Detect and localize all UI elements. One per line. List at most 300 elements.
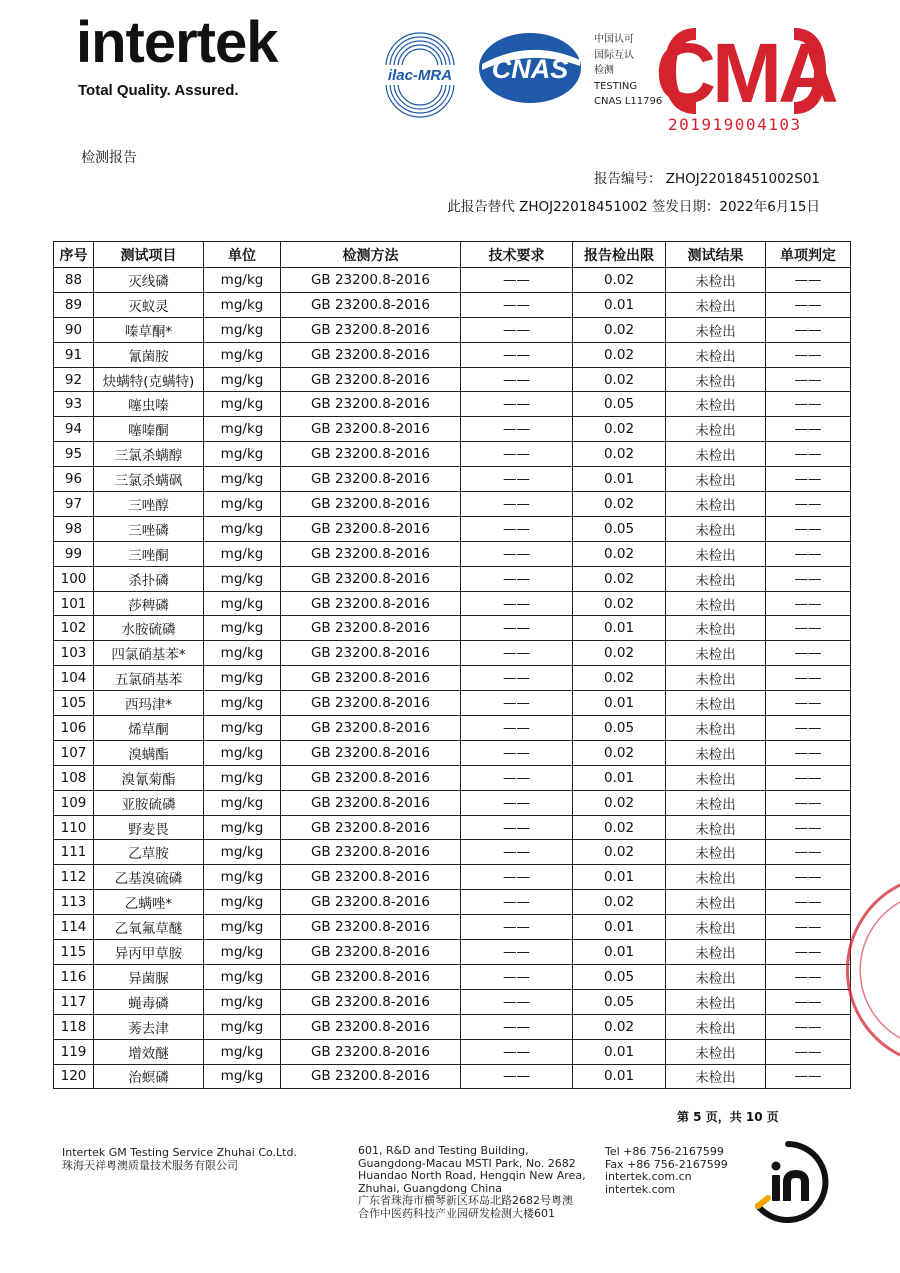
table-row [54,392,851,417]
table-cell: —— [766,367,851,392]
table-cell: GB 23200.8-2016 [281,467,461,492]
page-indicator: 第 5 页，共 10 页 [677,1110,779,1124]
table-cell: —— [461,765,573,790]
table-cell: —— [461,815,573,840]
column-header: 技术要求 [461,242,573,268]
table-cell: —— [461,840,573,865]
report-number: 报告编号： ZHOJ22018451002S01 [593,171,820,187]
table-cell: —— [461,964,573,989]
table-cell: 0.02 [573,815,666,840]
table-cell: —— [766,616,851,641]
table-cell: mg/kg [204,790,281,815]
table-cell: GB 23200.8-2016 [281,740,461,765]
table-cell: 91 [54,342,94,367]
table-cell: 0.02 [573,641,666,666]
table-cell: mg/kg [204,815,281,840]
table-cell: 未检出 [666,815,766,840]
table-cell: 三氯杀螨醇 [94,442,204,467]
table-cell: GB 23200.8-2016 [281,367,461,392]
table-cell: 烯草酮 [94,716,204,741]
table-row [54,467,851,492]
table-cell: 乙草胺 [94,840,204,865]
table-cell: —— [766,691,851,716]
table-cell: 106 [54,716,94,741]
table-cell: —— [766,317,851,342]
table-cell: 0.02 [573,666,666,691]
cnas-info-line: 国际互认 [594,49,634,61]
table-cell: —— [766,1014,851,1039]
table-cell: 101 [54,591,94,616]
table-cell: 0.05 [573,516,666,541]
table-cell: 未检出 [666,516,766,541]
table-row [54,641,851,666]
table-row [54,442,851,467]
table-cell: 未检出 [666,790,766,815]
table-cell: 莎稗磷 [94,591,204,616]
table-cell: 93 [54,392,94,417]
table-cell: GB 23200.8-2016 [281,940,461,965]
table-cell: 未检出 [666,666,766,691]
report-replacement-and-date: 此报告替代 ZHOJ22018451002 签发日期：2022年6月15日 [447,199,820,215]
table-cell: mg/kg [204,516,281,541]
address-line: Zhuhai, Guangdong China [358,1181,503,1195]
table-row [54,840,851,865]
table-cell: 噻嗪酮 [94,417,204,442]
cma-mark [655,26,835,120]
table-cell: mg/kg [204,467,281,492]
table-cell: mg/kg [204,890,281,915]
table-cell: 未检出 [666,641,766,666]
table-cell: —— [766,566,851,591]
table-row [54,890,851,915]
table-cell: —— [461,740,573,765]
table-cell: —— [461,342,573,367]
table-cell: 0.02 [573,492,666,517]
table-row [54,516,851,541]
table-cell: 0.02 [573,1014,666,1039]
table-cell: 氰菌胺 [94,342,204,367]
table-cell: 乙氧氟草醚 [94,915,204,940]
table-cell: 噻虫嗪 [94,392,204,417]
table-cell: 未检出 [666,268,766,293]
table-cell: 120 [54,1064,94,1089]
table-cell: mg/kg [204,442,281,467]
table-cell: GB 23200.8-2016 [281,666,461,691]
table-row [54,292,851,317]
table-cell: 未检出 [666,989,766,1014]
table-cell: mg/kg [204,1014,281,1039]
table-cell: 未检出 [666,566,766,591]
table-cell: 0.01 [573,915,666,940]
table-cell: 116 [54,964,94,989]
table-row [54,616,851,641]
table-cell: 109 [54,790,94,815]
table-cell: 五氯硝基苯 [94,666,204,691]
table-cell: GB 23200.8-2016 [281,317,461,342]
table-cell: —— [766,740,851,765]
contact-line: intertek.com [605,1182,676,1196]
table-cell: 0.02 [573,417,666,442]
table-cell: 100 [54,566,94,591]
column-header: 测试结果 [666,242,766,268]
table-cell: GB 23200.8-2016 [281,815,461,840]
table-row [54,691,851,716]
cnas-info-line: TESTING [594,80,638,92]
table-cell: —— [461,989,573,1014]
table-cell: GB 23200.8-2016 [281,964,461,989]
company-name-en: Intertek GM Testing Service Zhuhai Co.Ltd. [62,1146,297,1159]
table-cell: mg/kg [204,492,281,517]
table-cell: —— [766,467,851,492]
table-cell: GB 23200.8-2016 [281,840,461,865]
table-cell: 未检出 [666,392,766,417]
table-cell: 未检出 [666,1064,766,1089]
table-cell: mg/kg [204,591,281,616]
table-cell: 0.02 [573,342,666,367]
table-cell: 未检出 [666,367,766,392]
table-row [54,268,851,293]
table-cell: mg/kg [204,541,281,566]
cma-number: 201919004103 [668,115,802,134]
table-row [54,342,851,367]
table-cell: 未检出 [666,616,766,641]
table-cell: 未检出 [666,964,766,989]
table-cell: 未检出 [666,716,766,741]
table-row [54,367,851,392]
table-cell: 0.02 [573,790,666,815]
table-cell: mg/kg [204,616,281,641]
table-cell: GB 23200.8-2016 [281,392,461,417]
table-cell: 114 [54,915,94,940]
table-cell: 0.02 [573,591,666,616]
table-cell: GB 23200.8-2016 [281,268,461,293]
table-cell: 0.01 [573,940,666,965]
table-row [54,790,851,815]
table-row [54,865,851,890]
cnas-mark [476,30,584,106]
column-header: 序号 [54,242,94,268]
table-cell: mg/kg [204,1064,281,1089]
table-cell: —— [461,666,573,691]
table-cell: —— [461,591,573,616]
table-cell: 111 [54,840,94,865]
table-cell: —— [461,292,573,317]
table-cell: 0.05 [573,964,666,989]
table-cell: 113 [54,890,94,915]
table-row [54,541,851,566]
table-cell: 0.01 [573,467,666,492]
table-cell: 未检出 [666,591,766,616]
table-cell: 未检出 [666,915,766,940]
table-cell: 0.02 [573,541,666,566]
table-cell: 90 [54,317,94,342]
cnas-info-line: 中国认可 [594,34,634,45]
table-row [54,740,851,765]
table-row [54,964,851,989]
table-header-row [54,242,851,268]
contact-line: Fax +86 756-2167599 [605,1157,728,1171]
table-cell: —— [766,442,851,467]
table-cell: 异丙甲草胺 [94,940,204,965]
table-cell: 0.02 [573,740,666,765]
table-cell: 0.05 [573,716,666,741]
table-cell: —— [461,467,573,492]
table-cell: 莠去津 [94,1014,204,1039]
table-row [54,1064,851,1089]
table-cell: GB 23200.8-2016 [281,292,461,317]
table-cell: 未检出 [666,840,766,865]
table-cell: 112 [54,865,94,890]
table-cell: 0.01 [573,616,666,641]
table-cell: —— [461,442,573,467]
table-cell: —— [461,516,573,541]
table-cell: GB 23200.8-2016 [281,1064,461,1089]
table-cell: —— [766,1039,851,1064]
table-cell: 未检出 [666,1039,766,1064]
table-cell: 亚胺硫磷 [94,790,204,815]
column-header: 单位 [204,242,281,268]
table-cell: —— [461,392,573,417]
table-cell: GB 23200.8-2016 [281,716,461,741]
table-cell: 未检出 [666,342,766,367]
cnas-accreditation-text [594,32,662,110]
table-cell: mg/kg [204,317,281,342]
address-line: 合作中医药科技产业园研发检测大楼601 [358,1206,555,1220]
table-cell: —— [461,790,573,815]
table-cell: 0.01 [573,1064,666,1089]
table-cell: —— [766,915,851,940]
table-cell: GB 23200.8-2016 [281,566,461,591]
company-name-cn: 珠海天祥粤澳质量技术服务有限公司 [62,1158,238,1172]
table-cell: —— [461,566,573,591]
table-cell: 嗪草酮* [94,317,204,342]
table-cell: 0.01 [573,765,666,790]
table-cell: 水胺硫磷 [94,616,204,641]
table-cell: —— [461,616,573,641]
table-cell: 未检出 [666,1014,766,1039]
table-cell: —— [766,840,851,865]
table-cell: 三唑醇 [94,492,204,517]
seal-stamp-fragment-icon [870,880,900,1060]
column-header: 报告检出限 [573,242,666,268]
table-cell: 未检出 [666,765,766,790]
table-cell: mg/kg [204,940,281,965]
table-cell: 105 [54,691,94,716]
table-cell: —— [461,691,573,716]
table-cell: 溴螨酯 [94,740,204,765]
table-cell: GB 23200.8-2016 [281,541,461,566]
footer-company [62,1147,297,1172]
table-cell: —— [766,342,851,367]
table-cell: mg/kg [204,1039,281,1064]
table-cell: mg/kg [204,865,281,890]
table-cell: —— [461,1064,573,1089]
table-cell: 未检出 [666,940,766,965]
table-cell: mg/kg [204,641,281,666]
table-cell: —— [766,865,851,890]
table-row [54,765,851,790]
table-row [54,492,851,517]
table-cell: 灭蚁灵 [94,292,204,317]
table-cell: 92 [54,367,94,392]
table-cell: GB 23200.8-2016 [281,417,461,442]
table-cell: mg/kg [204,268,281,293]
intertek-in-logo-icon [746,1140,830,1224]
table-cell: 88 [54,268,94,293]
table-cell: —— [461,890,573,915]
table-cell: 0.02 [573,890,666,915]
table-cell: —— [766,765,851,790]
table-cell: —— [766,492,851,517]
table-cell: —— [461,1039,573,1064]
table-cell: —— [461,417,573,442]
table-cell: GB 23200.8-2016 [281,492,461,517]
cnas-info-line: 检测 [594,65,614,76]
table-row [54,566,851,591]
table-cell: —— [461,1014,573,1039]
contact-line: Tel +86 756-2167599 [605,1145,724,1158]
table-cell: mg/kg [204,367,281,392]
table-row [54,940,851,965]
table-cell: GB 23200.8-2016 [281,342,461,367]
table-cell: mg/kg [204,691,281,716]
table-cell: 灭线磷 [94,268,204,293]
table-cell: mg/kg [204,740,281,765]
table-cell: 0.02 [573,840,666,865]
table-cell: 杀扑磷 [94,566,204,591]
table-cell: —— [461,317,573,342]
table-cell: —— [461,268,573,293]
table-cell: mg/kg [204,964,281,989]
table-cell: 未检出 [666,890,766,915]
table-cell: —— [766,890,851,915]
table-cell: 野麦畏 [94,815,204,840]
table-row [54,666,851,691]
table-cell: 未检出 [666,541,766,566]
table-cell: 0.05 [573,392,666,417]
table-cell: 0.02 [573,268,666,293]
ilac-mark-text: ilac-MRA [387,67,453,84]
table-cell: —— [461,716,573,741]
table-row [54,716,851,741]
table-cell: —— [461,641,573,666]
table-cell: 未检出 [666,292,766,317]
table-row [54,915,851,940]
table-cell: 未检出 [666,740,766,765]
table-cell: 96 [54,467,94,492]
table-cell: —— [766,964,851,989]
table-cell: 0.02 [573,317,666,342]
brand-tagline: Total Quality. Assured. [78,82,239,99]
table-cell: —— [461,915,573,940]
table-cell: —— [766,292,851,317]
footer-contact [605,1146,728,1196]
table-cell: mg/kg [204,765,281,790]
table-cell: —— [766,516,851,541]
cnas-mark-text: CNAS [491,54,569,84]
table-cell: 102 [54,616,94,641]
table-cell: 103 [54,641,94,666]
table-cell: GB 23200.8-2016 [281,516,461,541]
table-cell: 107 [54,740,94,765]
table-cell: 增效醚 [94,1039,204,1064]
column-header: 检测方法 [281,242,461,268]
table-cell: 三氯杀螨砜 [94,467,204,492]
table-cell: —— [766,591,851,616]
table-cell: —— [766,940,851,965]
ilac-mra-mark [378,27,462,111]
table-cell: mg/kg [204,417,281,442]
table-cell: 未检出 [666,691,766,716]
table-cell: 乙螨唑* [94,890,204,915]
table-cell: 118 [54,1014,94,1039]
table-cell: 0.01 [573,292,666,317]
table-row [54,417,851,442]
table-cell: mg/kg [204,716,281,741]
table-cell: GB 23200.8-2016 [281,890,461,915]
table-cell: GB 23200.8-2016 [281,915,461,940]
table-cell: —— [461,492,573,517]
table-cell: 未检出 [666,442,766,467]
table-cell: 乙基溴硫磷 [94,865,204,890]
table-cell: —— [766,716,851,741]
table-cell: 99 [54,541,94,566]
table-cell: 104 [54,666,94,691]
table-cell: 四氯硝基苯* [94,641,204,666]
address-line: Huandao North Road, Hengqin New Area, [358,1169,586,1182]
table-cell: —— [766,815,851,840]
table-cell: —— [766,268,851,293]
table-row [54,989,851,1014]
table-cell: 未检出 [666,317,766,342]
table-cell: —— [766,666,851,691]
table-row [54,591,851,616]
table-cell: 未检出 [666,467,766,492]
table-cell: 98 [54,516,94,541]
table-cell: 110 [54,815,94,840]
table-cell: 炔螨特(克螨特) [94,367,204,392]
table-cell: GB 23200.8-2016 [281,1039,461,1064]
table-cell: —— [461,367,573,392]
table-cell: 97 [54,492,94,517]
table-cell: 0.05 [573,989,666,1014]
table-cell: GB 23200.8-2016 [281,691,461,716]
table-cell: mg/kg [204,566,281,591]
table-cell: GB 23200.8-2016 [281,765,461,790]
table-cell: —— [766,392,851,417]
table-cell: GB 23200.8-2016 [281,616,461,641]
table-row [54,1039,851,1064]
table-cell: 0.02 [573,367,666,392]
table-cell: 94 [54,417,94,442]
cma-mark-text: CMA [655,26,835,120]
table-cell: 0.01 [573,1039,666,1064]
table-cell: 西玛津* [94,691,204,716]
table-cell: 0.02 [573,566,666,591]
table-cell: mg/kg [204,989,281,1014]
table-row [54,815,851,840]
table-cell: GB 23200.8-2016 [281,790,461,815]
table-cell: —— [766,641,851,666]
table-cell: 0.01 [573,865,666,890]
table-cell: 119 [54,1039,94,1064]
table-cell: —— [766,417,851,442]
table-cell: —— [766,790,851,815]
table-cell: 异菌脲 [94,964,204,989]
table-cell: 未检出 [666,865,766,890]
column-header: 单项判定 [766,242,851,268]
footer-address [358,1145,586,1220]
